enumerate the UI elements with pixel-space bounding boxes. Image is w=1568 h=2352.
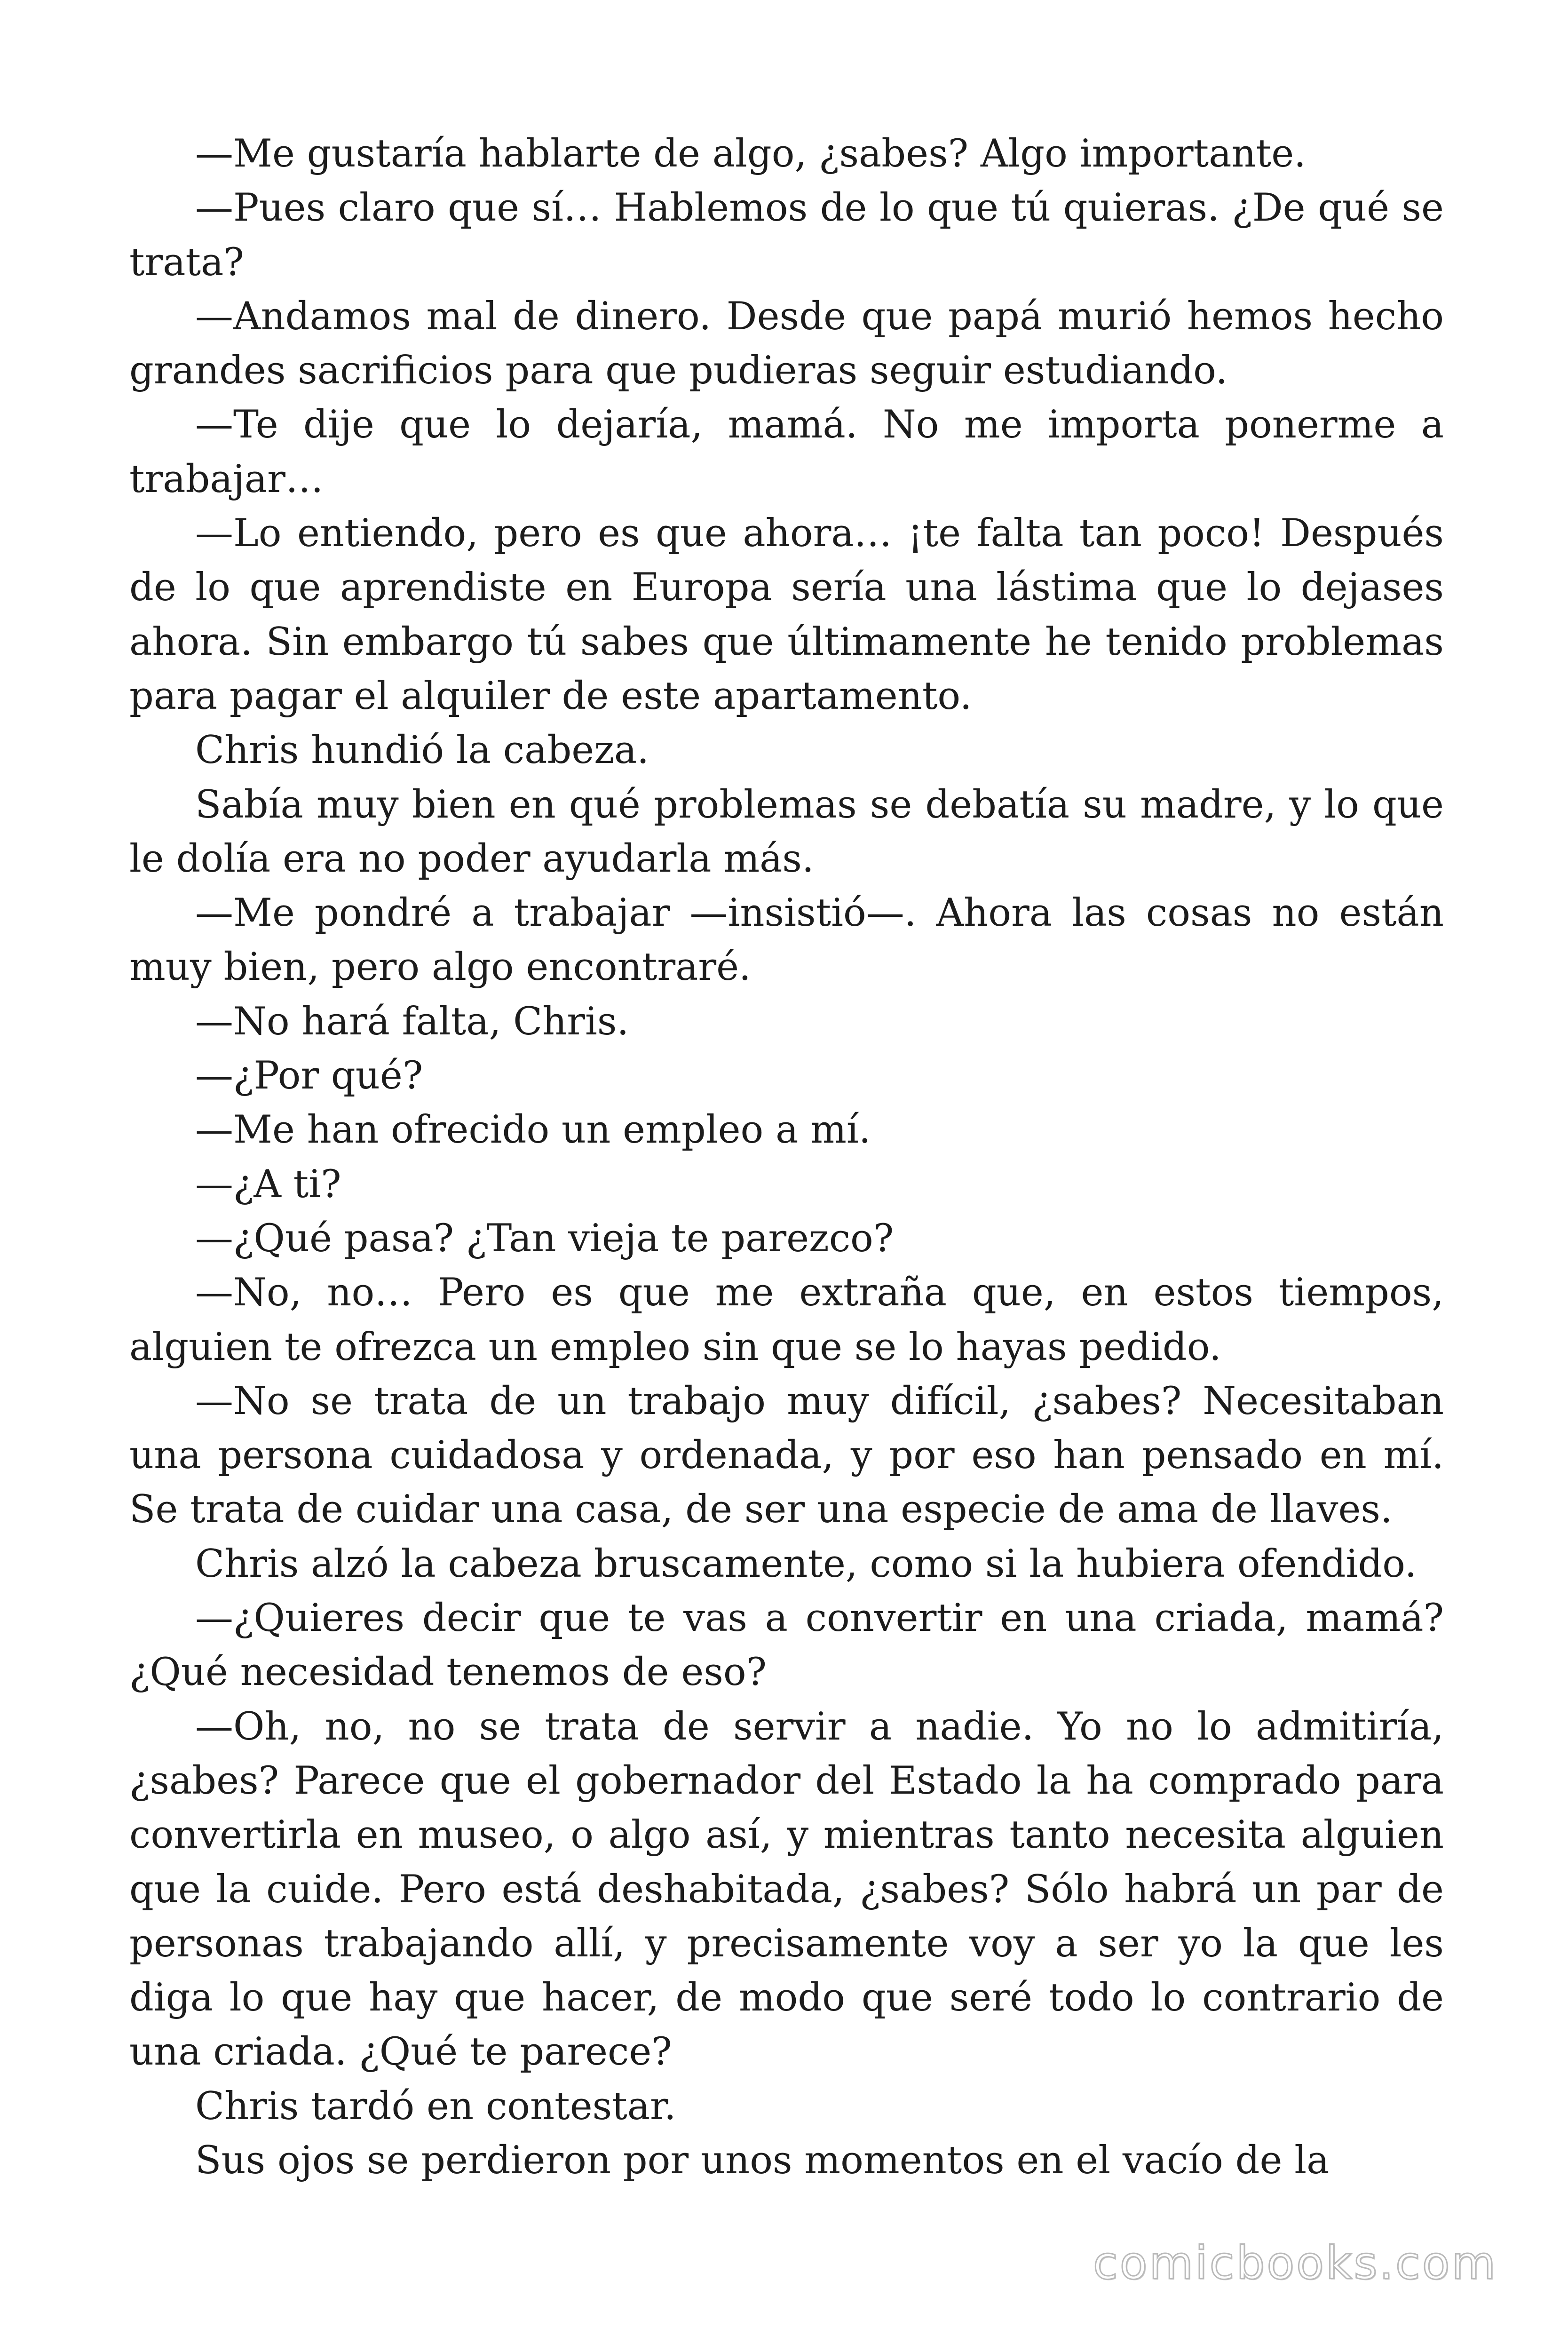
paragraph: Sabía muy bien en qué problemas se debatía su madre, y lo que le dolía era no poder ayudarla más. — [129, 782, 1444, 881]
paragraph: —Andamos mal de dinero. Desde que papá murió hemos hecho grandes sacrificios para que pudieras seguir estudiando. — [129, 294, 1444, 393]
body-text — [129, 127, 1444, 2188]
paragraph: —¿Quieres decir que te vas a convertir en una criada, mamá? ¿Qué necesidad tenemos de eso? — [129, 1596, 1444, 1695]
paragraph: Sus ojos se perdieron por unos momentos en el vacío de la — [195, 2138, 1330, 2183]
paragraph: Chris hundió la cabeza. — [195, 728, 649, 773]
paragraph: —Me pondré a trabajar —insistió—. Ahora las cosas no están muy bien, pero algo encontraré. — [129, 891, 1444, 990]
paragraph: —Oh, no, no se trata de servir a nadie. Yo no lo admitiría, ¿sabes? Parece que el gobernador del Estado la ha comprado para convertirla en museo, o algo así, y mientras tanto necesita alguien que la cuide. Pero está deshabitada, ¿sabes? Sólo habrá un par de personas trabajando allí, y precisamente voy a ser yo la que les diga lo que hay que hacer, de modo que seré todo lo contrario de una criada. ¿Qué te parece? — [129, 1704, 1444, 2074]
paragraph: —No hará falta, Chris. — [195, 999, 629, 1044]
paragraph: —No se trata de un trabajo muy difícil, ¿sabes? Necesitaban una persona cuidadosa y ordenada, y por eso han pensado en mí. Se trata de cuidar una casa, de ser una especie de ama de llaves. — [129, 1379, 1444, 1532]
paragraph: Chris alzó la cabeza bruscamente, como si la hubiera ofendido. — [195, 1542, 1417, 1586]
paragraph: —Te dije que lo dejaría, mamá. No me importa ponerme a trabajar… — [129, 403, 1444, 501]
paragraph: —¿Por qué? — [195, 1054, 423, 1098]
paragraph: —¿A ti? — [195, 1162, 341, 1207]
paragraph: —No, no… Pero es que me extraña que, en estos tiempos, alguien te ofrezca un empleo sin que se lo hayas pedido. — [129, 1271, 1444, 1369]
paragraph: —¿Qué pasa? ¿Tan vieja te parezco? — [195, 1216, 894, 1261]
watermark-logo: comicbooks.com — [1093, 2237, 1497, 2289]
paragraph: —Pues claro que sí… Hablemos de lo que tú quieras. ¿De qué se trata? — [129, 186, 1444, 285]
paragraph: —Lo entiendo, pero es que ahora… ¡te falta tan poco! Después de lo que aprendiste en Europa sería una lástima que lo dejases ahora. Sin embargo tú sabes que últimamente he tenido problemas para pagar el alquiler de este apartamento. — [129, 511, 1444, 718]
paragraph: Chris tardó en contestar. — [195, 2084, 676, 2129]
paragraph: —Me gustaría hablarte de algo, ¿sabes? Algo importante. — [195, 132, 1306, 176]
paragraph: —Me han ofrecido un empleo a mí. — [195, 1108, 871, 1152]
